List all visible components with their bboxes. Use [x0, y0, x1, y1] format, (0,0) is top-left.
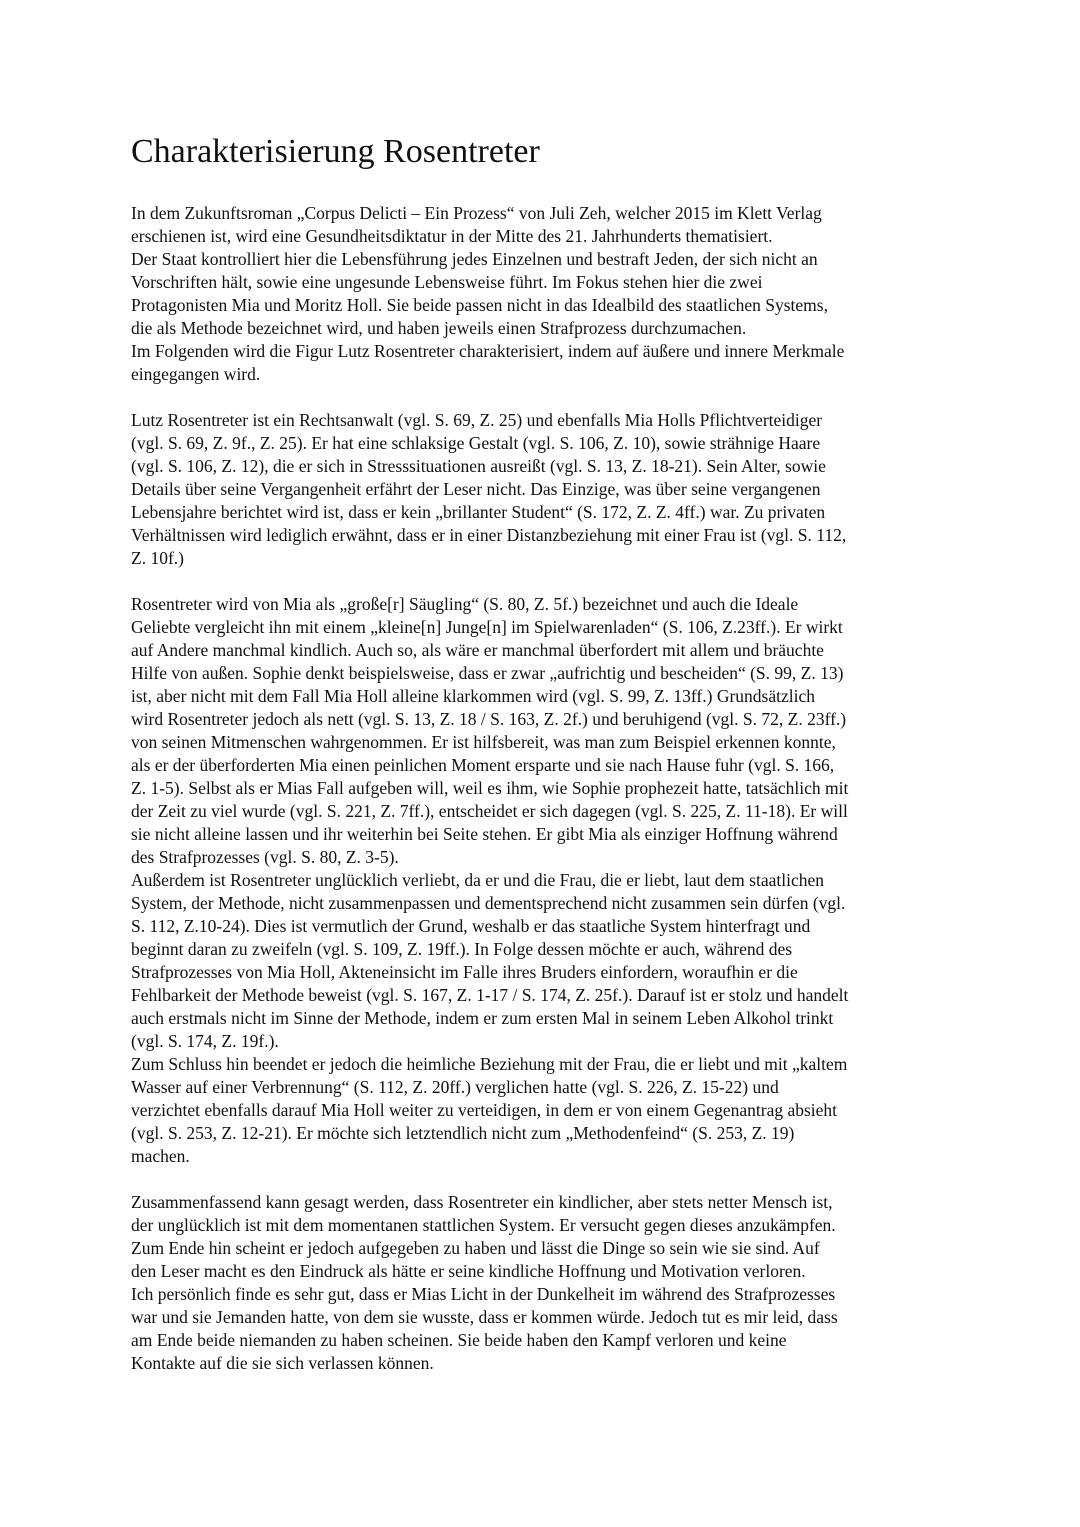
text-line: Fehlbarkeit der Methode beweist (vgl. S. 167, Z. 1-17 / S. 174, Z. 25f.). Darauf ist er stolz und handelt — [131, 985, 849, 1005]
paragraph — [131, 1191, 951, 1375]
text-line: Lutz Rosentreter ist ein Rechtsanwalt (vgl. S. 69, Z. 25) und ebenfalls Mia Holls Pflichtverteidiger — [131, 410, 823, 430]
text-line: Zusammenfassend kann gesagt werden, dass Rosentreter ein kindlicher, aber stets netter Mensch ist, — [131, 1192, 833, 1212]
text-line: ist, aber nicht mit dem Fall Mia Holl alleine klarkommen wird (vgl. S. 99, Z. 13ff.) Grundsätzlich — [131, 686, 815, 706]
text-line: (vgl. S. 253, Z. 12-21). Er möchte sich letztendlich nicht zum „Methodenfeind“ (S. 253, Z. 19) — [131, 1123, 795, 1143]
text-line: Details über seine Vergangenheit erfährt der Leser nicht. Das Einzige, was über seine vergangenen — [131, 479, 821, 499]
text-line: sie nicht alleine lassen und ihr weiterhin bei Seite stehen. Er gibt Mia als einziger Hoffnung während — [131, 824, 838, 844]
text-line: Rosentreter wird von Mia als „große[r] Säugling“ (S. 80, Z. 5f.) bezeichnet und auch die Ideale — [131, 594, 799, 614]
text-line: den Leser macht es den Eindruck als hätte er seine kindliche Hoffnung und Motivation verloren. — [131, 1261, 806, 1281]
document-body — [131, 202, 951, 1375]
text-line: auf Andere manchmal kindlich. Auch so, als wäre er manchmal überfordert mit allem und bräuchte — [131, 640, 824, 660]
text-line: Ich persönlich finde es sehr gut, dass er Mias Licht in der Dunkelheit im während des Strafprozesses — [131, 1284, 836, 1304]
text-line: Vorschriften hält, sowie eine ungesunde Lebensweise führt. Im Fokus stehen hier die zwei — [131, 272, 763, 292]
text-line: von seinen Mitmenschen wahrgenommen. Er ist hilfsbereit, was man zum Beispiel erkennen konnte, — [131, 732, 836, 752]
text-line: In dem Zukunftsroman „Corpus Delicti – Ein Prozess“ von Juli Zeh, welcher 2015 im Klett Verlag — [131, 203, 822, 223]
text-line: System, der Methode, nicht zusammenpassen und dementsprechend nicht zusammen sein dürfen (vgl. — [131, 893, 846, 913]
text-line: auch erstmals nicht im Sinne der Methode, indem er zum ersten Mal in seinem Leben Alkohol trinkt — [131, 1008, 834, 1028]
text-line: beginnt daran zu zweifeln (vgl. S. 109, Z. 19ff.). In Folge dessen möchte er auch, während des — [131, 939, 793, 959]
text-line: machen. — [131, 1146, 190, 1166]
text-line: S. 112, Z.10-24). Dies ist vermutlich der Grund, weshalb er das staatliche System hinterfragt und — [131, 916, 811, 936]
text-line: am Ende beide niemanden zu haben scheinen. Sie beide haben den Kampf verloren und keine — [131, 1330, 787, 1350]
text-line: Protagonisten Mia und Moritz Holl. Sie beide passen nicht in das Idealbild des staatlichen Systems, — [131, 295, 828, 315]
text-line: Strafprozesses von Mia Holl, Akteneinsicht im Falle ihres Bruders einfordern, woraufhin er die — [131, 962, 798, 982]
text-line: die als Methode bezeichnet wird, und haben jeweils einen Strafprozess durchzumachen. — [131, 318, 747, 338]
text-line: der unglücklich ist mit dem momentanen stattlichen System. Er versucht gegen dieses anzukämpfen. — [131, 1215, 836, 1235]
text-line: (vgl. S. 69, Z. 9f., Z. 25). Er hat eine schlaksige Gestalt (vgl. S. 106, Z. 10), sowie strähnige Haare — [131, 433, 821, 453]
text-line: Z. 1-5). Selbst als er Mias Fall aufgeben will, weil es ihm, wie Sophie prophezeit hatte, tatsächlich mit — [131, 778, 849, 798]
text-line: (vgl. S. 106, Z. 12), die er sich in Stresssituationen ausreißt (vgl. S. 13, Z. 18-21). Sein Alter, sowie — [131, 456, 826, 476]
text-line: (vgl. S. 174, Z. 19f.). — [131, 1031, 279, 1051]
text-line: Im Folgenden wird die Figur Lutz Rosentreter charakterisiert, indem auf äußere und innere Merkmale — [131, 341, 845, 361]
text-line: als er der überforderten Mia einen peinlichen Moment ersparte und sie nach Hause fuhr (vgl. S. 166, — [131, 755, 835, 775]
text-line: Der Staat kontrolliert hier die Lebensführung jedes Einzelnen und bestraft Jeden, der sich nicht an — [131, 249, 818, 269]
text-line: Zum Ende hin scheint er jedoch aufgegeben zu haben und lässt die Dinge so sein wie sie sind. Auf — [131, 1238, 820, 1258]
text-line: Hilfe von außen. Sophie denkt beispielsweise, dass er zwar „aufrichtig und bescheiden“ (S. 99, Z. 13) — [131, 663, 844, 683]
text-line: Z. 10f.) — [131, 548, 184, 568]
paragraph — [131, 202, 951, 386]
text-line: war und sie Jemanden hatte, von dem sie wusste, dass er kommen würde. Jedoch tut es mir leid, dass — [131, 1307, 838, 1327]
text-line: Wasser auf einer Verbrennung“ (S. 112, Z. 20ff.) verglichen hatte (vgl. S. 226, Z. 15-22) und — [131, 1077, 779, 1097]
text-line: der Zeit zu viel wurde (vgl. S. 221, Z. 7ff.), entscheidet er sich dagegen (vgl. S. 225, Z. 11-18). Er will — [131, 801, 848, 821]
text-line: eingegangen wird. — [131, 364, 261, 384]
text-line: verzichtet ebenfalls darauf Mia Holl weiter zu verteidigen, in dem er von einem Gegenantrag absieht — [131, 1100, 838, 1120]
paragraph — [131, 409, 951, 570]
text-line: Zum Schluss hin beendet er jedoch die heimliche Beziehung mit der Frau, die er liebt und mit „kaltem — [131, 1054, 848, 1074]
text-line: Kontakte auf die sie sich verlassen können. — [131, 1353, 434, 1373]
text-line: des Strafprozesses (vgl. S. 80, Z. 3-5). — [131, 847, 399, 867]
text-line: Außerdem ist Rosentreter unglücklich verliebt, da er und die Frau, die er liebt, laut dem staatlichen — [131, 870, 824, 890]
text-line: Geliebte vergleicht ihn mit einem „kleine[n] Junge[n] im Spielwarenladen“ (S. 106, Z.23ff.). Er wirkt — [131, 617, 843, 637]
text-line: erschienen ist, wird eine Gesundheitsdiktatur in der Mitte des 21. Jahrhunderts thematisiert. — [131, 226, 773, 246]
document-page — [131, 128, 951, 1398]
text-line: wird Rosentreter jedoch als nett (vgl. S. 13, Z. 18 / S. 163, Z. 2f.) und beruhigend (vgl. S. 72, Z. 23ff.) — [131, 709, 847, 729]
paragraph — [131, 593, 951, 1168]
text-line: Verhältnissen wird lediglich erwähnt, dass er in einer Distanzbeziehung mit einer Frau ist (vgl. S. 112, — [131, 525, 847, 545]
text-line: Lebensjahre berichtet wird ist, dass er kein „brillanter Student“ (S. 172, Z. Z. 4ff.) war. Zu privaten — [131, 502, 826, 522]
page-title: Charakterisierung Rosentreter — [131, 133, 540, 170]
